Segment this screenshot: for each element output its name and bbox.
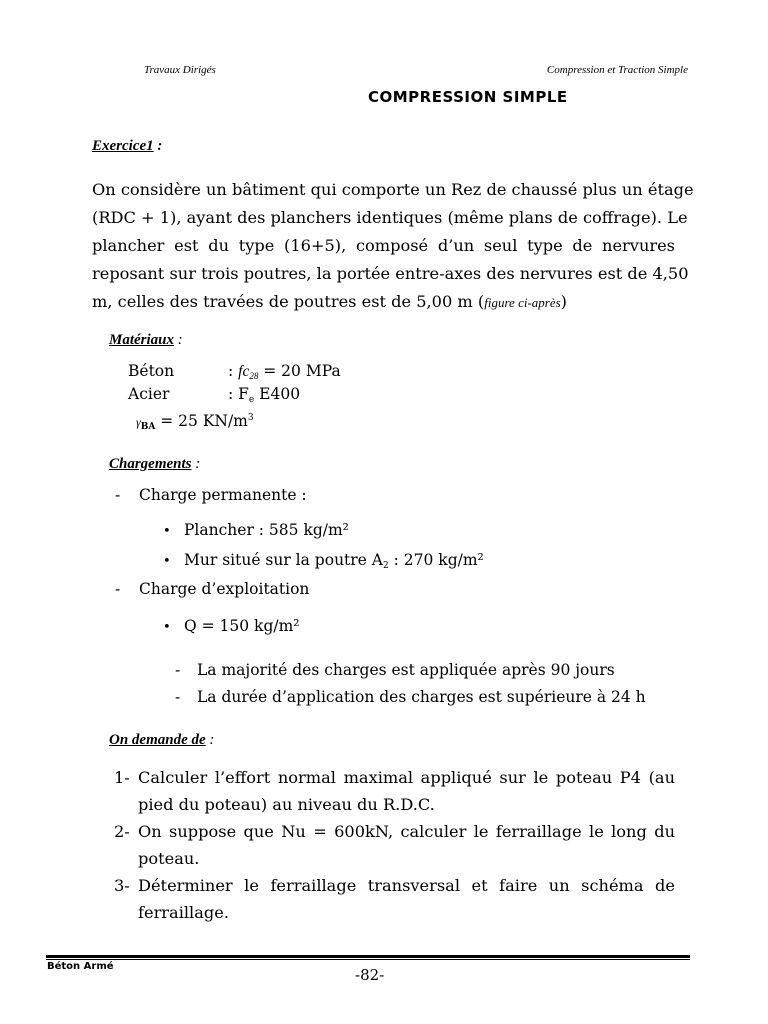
- bullet-marker: •: [163, 554, 171, 569]
- loads-heading: Chargements :: [109, 456, 201, 472]
- exercise-title: Exercice1 :: [92, 138, 163, 154]
- acier-label: Acier: [128, 385, 170, 403]
- running-header-right: Compression et Traction Simple: [546, 64, 688, 76]
- bullet-marker: •: [163, 620, 171, 635]
- intro-line: (RDC + 1), ayant des planchers identiques (même plans de coffrage). Le: [92, 208, 688, 227]
- list-item: 1- Calculer l’effort normal maximal appliqué sur le poteau P4 (au pied du poteau) au niveau du R.D.C.: [114, 768, 675, 814]
- intro-line: plancher est du type (16+5), composé d’un seul type de nervures: [92, 236, 675, 255]
- requests-list: [114, 764, 675, 926]
- list-item: 3- Déterminer le ferraillage transversal et faire un schéma de ferraillage.: [114, 876, 675, 922]
- dash-marker: -: [175, 688, 181, 706]
- figure-reference: figure ci-après: [484, 295, 561, 310]
- bullet-marker: •: [163, 524, 171, 539]
- requests-heading: On demande de :: [109, 732, 215, 748]
- beton-value: : $fc_{28} = 20$ MPa: [228, 362, 341, 381]
- footer-course-name: Béton Armé: [47, 961, 114, 972]
- page-number: -82-: [355, 966, 385, 984]
- beton-label: Béton: [128, 362, 175, 380]
- unit-weight: $\gamma_{BA} = 25$ $KN/m^3$: [136, 412, 254, 432]
- intro-paragraph: [92, 176, 694, 316]
- permanent-load-label: Charge permanente :: [139, 486, 307, 504]
- exercise-label: Exercice1: [92, 138, 154, 154]
- dash-marker: -: [115, 486, 121, 504]
- wall-load: Mur situé sur la poutre $A_2$ : 270 kg/m²: [184, 551, 484, 571]
- live-load-value: Q = 150 kg/m²: [184, 617, 300, 635]
- footer-rule: [46, 955, 690, 958]
- live-load-label: Charge d’exploitation: [139, 580, 310, 598]
- dash-marker: -: [115, 580, 121, 598]
- dash-marker: -: [175, 661, 181, 679]
- intro-line: On considère un bâtiment qui comporte un Rez de chaussé plus un étage: [92, 180, 694, 199]
- intro-line: reposant sur trois poutres, la portée entre-axes des nervures est de 4,50: [92, 264, 689, 283]
- load-note: La majorité des charges est appliquée après 90 jours: [197, 661, 615, 679]
- materials-heading: Matériaux :: [109, 332, 183, 348]
- footer-rule: [46, 959, 690, 960]
- page-title: COMPRESSION SIMPLE: [368, 88, 568, 106]
- intro-line: m, celles des travées de poutres est de 5,00 m (figure ci-après): [92, 292, 567, 311]
- list-item: 2- On suppose que Nu = 600kN, calculer le ferraillage le long du poteau.: [114, 822, 675, 868]
- running-header-left: Travaux Dirigés: [144, 64, 216, 76]
- load-note: La durée d’application des charges est supérieure à 24 h: [197, 688, 646, 706]
- plancher-load: Plancher : 585 kg/m²: [184, 521, 349, 539]
- acier-value: : $F_e$ E400: [228, 385, 301, 405]
